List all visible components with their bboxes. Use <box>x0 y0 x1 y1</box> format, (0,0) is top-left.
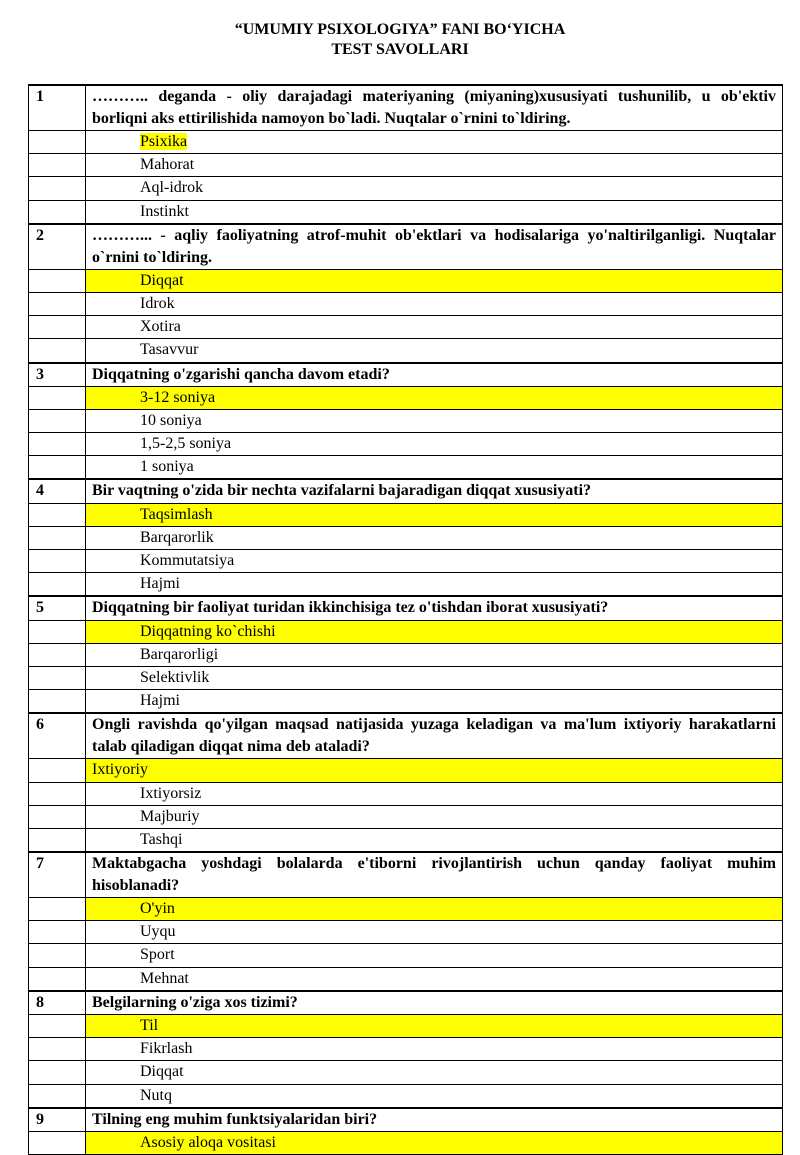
question-text: Bir vaqtning o'zida bir nechta vazifalarni bajaradigan diqqat xususiyati? <box>86 479 783 503</box>
answer-row <box>29 526 783 549</box>
answer-option: 10 soniya <box>86 409 783 432</box>
question-text: Maktabgacha yoshdagi bolalarda e'tiborni rivojlantirish uchun qanday faoliyat muhim hisoblanadi? <box>86 852 783 898</box>
answer-row <box>29 921 783 944</box>
question-text: Diqqatning bir faoliyat turidan ikkinchisiga tez o'tishdan iborat xususiyati? <box>86 596 783 620</box>
answer-row-correct <box>29 131 783 154</box>
question-number: 1 <box>29 85 86 131</box>
answer-row <box>29 782 783 805</box>
document-title <box>0 20 800 60</box>
question-number: 3 <box>29 363 86 387</box>
answer-option: Mahorat <box>86 154 783 177</box>
answer-option: Tashqi <box>86 828 783 852</box>
title-line-1: “UMUMIY PSIXOLOGIYA” FANI BO‘YICHA <box>234 21 566 38</box>
question-row <box>29 363 783 387</box>
answer-row <box>29 944 783 967</box>
answer-option: Uyqu <box>86 921 783 944</box>
question-text: ……….. deganda - oliy darajadagi materiyaning (miyaning)xususiyati tushunilib, u ob'ektiv borliqni aks ettirilishida namoyon bo`ladi. Nuqtalar o`rnini to`ldiring. <box>86 85 783 131</box>
answer-option: Barqarorlik <box>86 526 783 549</box>
answer-option: Fikrlash <box>86 1038 783 1061</box>
answer-option: 1,5-2,5 soniya <box>86 433 783 456</box>
answer-row-correct <box>29 503 783 526</box>
question-text: ………... - aqliy faoliyatning atrof-muhit ob'ektlari va hodisalariga yo'naltirilganligi. Nuqtalar o`rnini to`ldiring. <box>86 224 783 270</box>
answer-row-correct <box>29 759 783 782</box>
question-row <box>29 852 783 898</box>
question-row <box>29 1108 783 1132</box>
answer-row-correct <box>29 386 783 409</box>
answer-option-correct: Til <box>86 1015 783 1038</box>
question-number: 7 <box>29 852 86 898</box>
answer-option: Kommutatsiya <box>86 550 783 573</box>
answer-row-correct <box>29 1015 783 1038</box>
answer-row <box>29 1038 783 1061</box>
question-number: 6 <box>29 713 86 759</box>
answer-row <box>29 409 783 432</box>
question-row <box>29 596 783 620</box>
question-text: Tilning eng muhim funktsiyalaridan biri? <box>86 1108 783 1132</box>
question-row <box>29 713 783 759</box>
answer-option-correct: O'yin <box>86 898 783 921</box>
answer-option: Selektivlik <box>86 666 783 689</box>
title-line-2: TEST SAVOLLARI <box>331 41 469 58</box>
question-number: 4 <box>29 479 86 503</box>
answer-row <box>29 1084 783 1108</box>
answer-option: Sport <box>86 944 783 967</box>
question-row <box>29 479 783 503</box>
answer-option: Majburiy <box>86 805 783 828</box>
answer-option: Diqqat <box>86 1061 783 1084</box>
question-number: 8 <box>29 991 86 1015</box>
answer-option-correct: Asosiy aloqa vositasi <box>86 1131 783 1154</box>
question-row <box>29 224 783 270</box>
answer-option-correct: Ixtiyoriy <box>86 759 783 782</box>
question-text: Belgilarning o'ziga xos tizimi? <box>86 991 783 1015</box>
answer-option: Barqarorligi <box>86 643 783 666</box>
answer-option: Nutq <box>86 1084 783 1108</box>
answer-option-correct: 3-12 soniya <box>86 386 783 409</box>
answer-row <box>29 573 783 597</box>
answer-row-correct <box>29 1131 783 1154</box>
answer-option: Mehnat <box>86 967 783 991</box>
question-text: Diqqatning o'zgarishi qancha davom etadi? <box>86 363 783 387</box>
answer-row <box>29 666 783 689</box>
answer-row <box>29 177 783 200</box>
answer-row <box>29 967 783 991</box>
answer-row <box>29 456 783 480</box>
question-number: 2 <box>29 224 86 270</box>
answer-row <box>29 316 783 339</box>
answer-row-correct <box>29 269 783 292</box>
answer-row <box>29 805 783 828</box>
answer-option: Xotira <box>86 316 783 339</box>
answer-row <box>29 828 783 852</box>
answer-option: Instinkt <box>86 200 783 224</box>
answer-option: Tasavvur <box>86 339 783 363</box>
answer-option: Idrok <box>86 292 783 315</box>
answer-row <box>29 643 783 666</box>
answer-row <box>29 433 783 456</box>
answer-row <box>29 550 783 573</box>
answer-option-correct: Diqqatning ko`chishi <box>86 620 783 643</box>
test-questions-table <box>28 84 783 1155</box>
answer-option-correct: Psixika <box>140 133 188 150</box>
answer-row <box>29 339 783 363</box>
answer-row-correct <box>29 898 783 921</box>
answer-option: Ixtiyorsiz <box>86 782 783 805</box>
question-text: Ongli ravishda qo'yilgan maqsad natijasida yuzaga keladigan va ma'lum ixtiyoriy harakatlarni talab qiladigan diqqat nima deb ataladi? <box>86 713 783 759</box>
answer-option: Hajmi <box>86 690 783 714</box>
question-number: 5 <box>29 596 86 620</box>
answer-row <box>29 200 783 224</box>
answer-row <box>29 690 783 714</box>
answer-option: 1 soniya <box>86 456 783 480</box>
question-row <box>29 85 783 131</box>
answer-row <box>29 154 783 177</box>
answer-option-correct: Taqsimlash <box>86 503 783 526</box>
answer-row-correct <box>29 620 783 643</box>
answer-option-correct: Diqqat <box>86 269 783 292</box>
answer-option: Aql-idrok <box>86 177 783 200</box>
question-number: 9 <box>29 1108 86 1132</box>
answer-row <box>29 1061 783 1084</box>
answer-row <box>29 292 783 315</box>
question-row <box>29 991 783 1015</box>
answer-option: Hajmi <box>86 573 783 597</box>
